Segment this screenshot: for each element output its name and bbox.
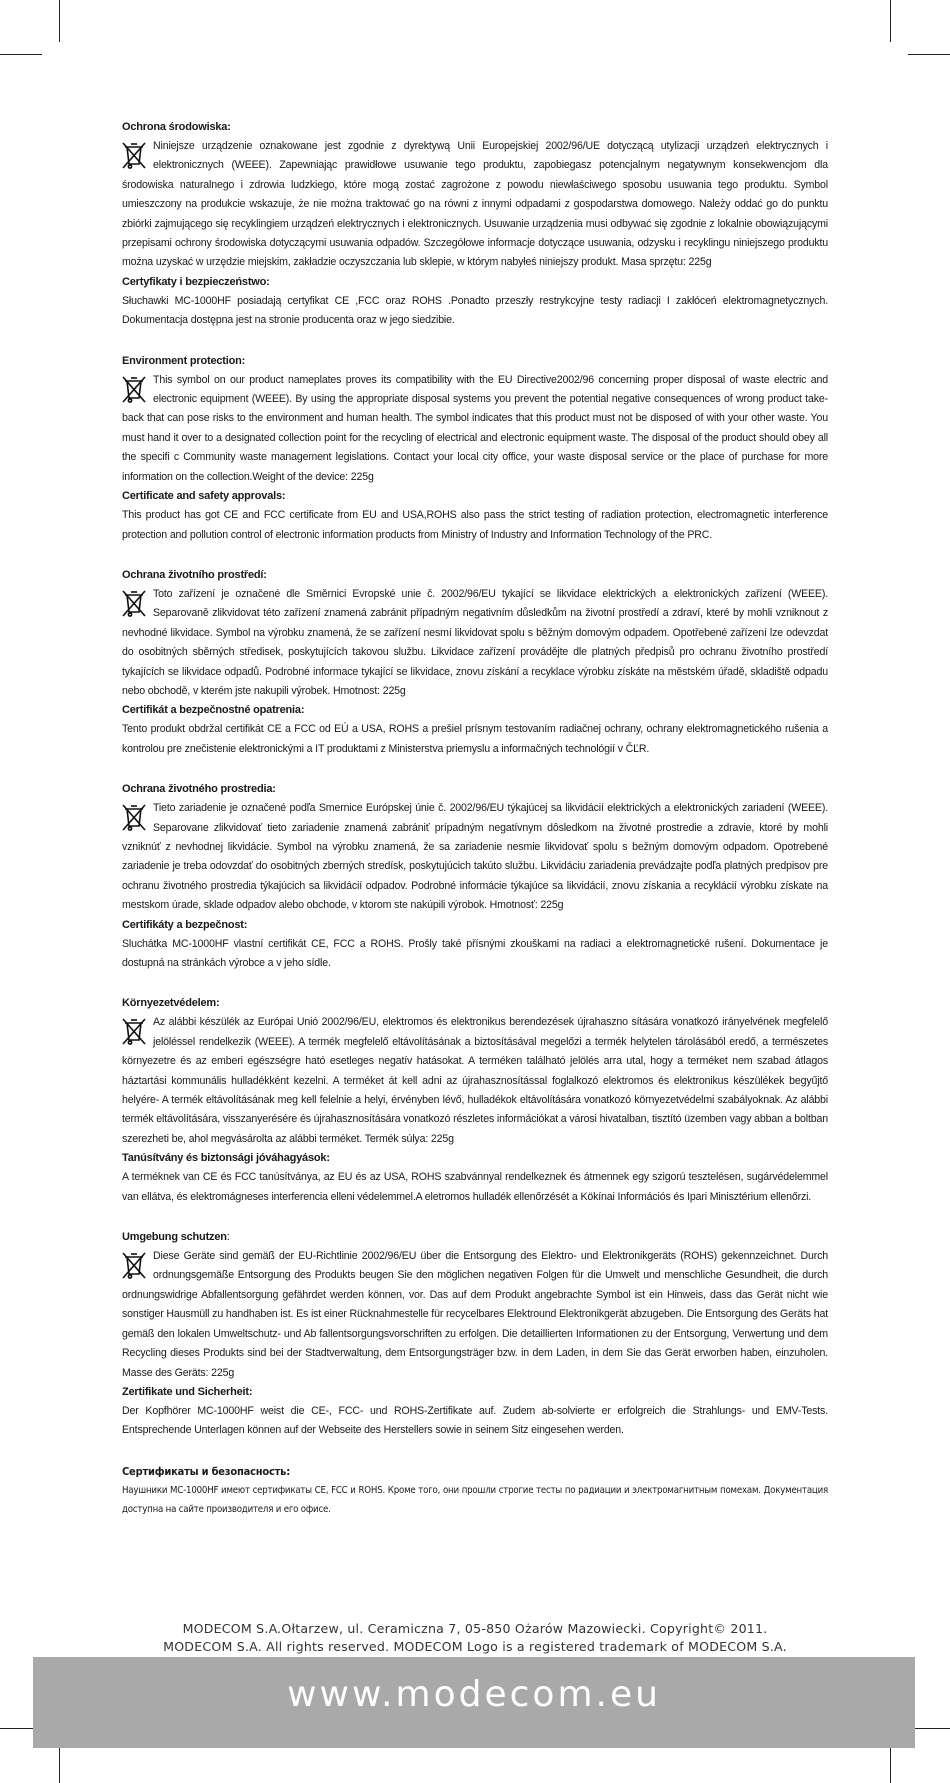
cert-body: Der Kopfhörer MC-1000HF weist die CE-, FCC- und ROHS-Zertifikate auf. Zudem ab-solvierte er erfolgreich die Strahlungs- und EMV-Tests. Entsprechende Unterlagen können auf der Webseite des Herstellers sowie in seinem Sitz eingesehen werden. bbox=[122, 1404, 828, 1437]
footer-band bbox=[33, 1657, 915, 1748]
section-heading-wrap bbox=[122, 1228, 828, 1247]
weee-bin-icon bbox=[122, 1016, 146, 1046]
crop-mark bbox=[908, 54, 950, 55]
section-body: Toto zařízení je označené dle Směrnici Evropské unie č. 2002/96/EU tykající se likvidace elektrických a elektronických zařízení (WEEE). Separovaně zlikvidovat této zařízení znamená zabránit případným negativním důsledkům na životní prostředí a zdraví, které by mohli vzniknout z nevhodné likvidace. Symbol na výrobku znamená, že se zařízení nesmí likvidovat spolu s běžným domovým odpadem. Opotřebené zařízení lze odevzdat do osobitných sběrných středisek, poskytujících takovou službu. Likvidace zařízení provádějte dle platných předpisů pro ochranu životního prostředí tykajících se likvidace odpadů. Podrobné informace tykající se likvidace, znovu získání a recyklace výrobku získáte na městském úřadě, skladiště odpadu nebo obchodě, v kterém jste nakupili výrobek. Hmotnost: 225g bbox=[122, 587, 828, 697]
copyright-line: MODECOM S.A. All rights reserved. MODECOM Logo is a registered trademark of MODECOM S.A. bbox=[163, 1639, 787, 1654]
crop-mark bbox=[890, 0, 891, 42]
copyright-block bbox=[0, 1620, 950, 1656]
cert-body: Słuchawki MC-1000HF posiadają certyfikat CE ,FCC oraz ROHS .Ponadto przeszły restrykcyjne testy radiacji I zakłóceń elektromagnetycznych. Dokumentacja dostępna jest na stronie producenta oraz w jego siedzibie. bbox=[122, 294, 828, 327]
section-body: Az alábbi készülék az Európai Unió 2002/96/EU, elektromos és elektronikus berendezések újrahaszno sítására vonatkozó irányelvének megfelelő jelöléssel rendelkezik (WEEE). A termék megfelelő eltávolításának a biztosításával megelőzi a termék helytelen tárolásából eredő, a természetes környezetre és az emberi egészségre ható esetleges negatív hatásokat. A terméken található jelölés arra utal, hogy a terméket nem szabad átlagos háztartási kommunális hulladékként kezelni. A terméket át kell adni az újrahasznosítással foglalkozó elektromos és elektronikus készülékek begyűjtő helyére- A termék eltávolításának meg kell felelnie a helyi, érvényben lévő, hulladékok eltávolítására vonatkozó környezetvédelmi szabályoknak. Az alábbi termék eltávolítására, visszanyerésére és újrahasznosítására vonatkozó részletes információkat a városi hivatalban, tisztító üzemben vagy abban a boltban szerezheti be, ahol megvásárolta az alábbi terméket. Termék súlya: 225g bbox=[122, 1016, 828, 1145]
section-english bbox=[122, 352, 828, 545]
cert-heading: Certifikát a bezpečnostné opatrenia: bbox=[122, 704, 305, 717]
section-heading: Környezetvédelem: bbox=[122, 997, 220, 1010]
crop-mark bbox=[59, 0, 60, 42]
cert-heading: Certifikáty a bezpečnost: bbox=[122, 918, 248, 931]
cert-body: Наушники MC-1000HF имеют сертификаты CE, FCC и ROHS. Кроме того, они прошли строгие тесты по радиации и электромагнитным помехам. Документация доступна на сайте производителя и его офисе. bbox=[122, 1484, 828, 1516]
cert-body: Tento produkt obdržal certifikát CE a FCC od EÚ a USA, ROHS a prešiel prísnym testovaním radiačnej ochrany, ochrany elektromagnetického rušenia a kontrolou pre znečistenie elektronickými a IT produktami z Ministerstva priemyslu a informačných technológií v ČĽR. bbox=[122, 723, 828, 755]
section-heading: Ochrona środowiska: bbox=[122, 121, 231, 133]
section-paragraph bbox=[122, 585, 828, 701]
weee-bin-icon bbox=[122, 588, 146, 618]
section-paragraph bbox=[122, 1013, 828, 1149]
cert-heading: Certyfikaty i bezpieczeństwo: bbox=[122, 275, 270, 288]
cert-body: This product has got CE and FCC certificate from EU and USA,ROHS also pass the strict testing of radiation protection, electromagnetic interference protection and pollution control of electronic information products from Ministry of Industry and Information Technology of the PRC. bbox=[122, 509, 828, 541]
website-url[interactable]: www.modecom.eu bbox=[287, 1674, 661, 1715]
section-paragraph bbox=[122, 1247, 828, 1383]
section-heading: Umgebung schutzen bbox=[122, 1231, 227, 1244]
document-body bbox=[122, 118, 828, 1540]
section-body: Diese Geräte sind gemäß der EU-Richtlinie 2002/96/EU über die Entsorgung des Elektro- und Elektronikgeräts (ROHS) gekennzeichnet. Durch ordnungsgemäße Entsorgung des Produkts beugen Sie den möglichen negativen Folgen für die Umwelt und menschliche Gesundheit, die durch ordnungswidrige Abfallentsorgung gefährdet werden können, vor. Das auf dem Produkt angebrachte Symbol ist ein Hinweis, dass das Gerät nicht wie sonstiger Hausmüll zu handhaben ist. Es ist einer Rücknahmestelle für recycelbares Elektround Elektronikgerät abzugeben. Die Entsorgung des Geräts hat gemäß den lokalen Umweltschutz- und Ab fallentsorgungsvorschriften zu erfolgen. Die detaillierten Informationen zu der Entsorgung, Verwertung und dem Recycling dieses Produkts sind bei der Stadtverwaltung, dem Entsorgungsträger bzw. in dem Laden, in dem Sie das Gerät erworben haben, einzuholen. Masse des Geräts: 225g bbox=[122, 1250, 828, 1379]
weee-bin-icon bbox=[122, 1250, 146, 1280]
section-paragraph bbox=[122, 799, 828, 915]
cert-heading: Zertifikate und Sicherheit: bbox=[122, 1385, 253, 1398]
section-body: Tieto zariadenie je označené podľa Smernice Európskej únie č. 2002/96/EU týkajúcej sa likvidácií elektrických a elektronických zariadení (WEEE). Separovane zlikvidovať tieto zariadenie znamená zabrániť prípadným negatívnym dôsledkom na životné prostredie a zdravie, ktoré by mohli vzniknúť z nevhodnej likvidácie. Symbol na výrobku znamená, že sa zariadenie nesmie likvidovať spolu s bežným domovým odpadom. Opotrebené zariadenie je treba odovzdať do osobitných zberných stredísk, poskytujúcich takúto službu. Likvidáciu zariadenia prevádzajte podľa platných predpisov pre ochranu životného prostredia týkajúcich sa likvidácií odpadov. Podrobné informácie týkajúce sa likvidácií, znovu získania a recyklácií výrobku získate na mestskom úrade, sklade odpadov alebo obchode, v ktorom ste nakúpili výrobok. Hmotnosť: 225g bbox=[122, 802, 828, 912]
weee-bin-icon bbox=[122, 140, 146, 170]
section-paragraph bbox=[122, 371, 828, 487]
weee-bin-icon bbox=[122, 374, 146, 404]
cert-heading: Сертификаты и безопасность: bbox=[122, 1464, 290, 1478]
section-body: This symbol on our product nameplates proves its compatibility with the EU Directive2002/96 concerning proper disposal of waste electric and electronic equipment (WEEE). By using the appropriate disposal systems you prevent the potential negative consequences of wrong product take-back that can pose risks to the environment and human health. The symbol indicates that this product must not be disposed of with your other waste. You must hand it over to a designated collection point for the recycling of electrical and electronic equipment waste. The disposal of the product should obey all the specifi c Community waste management legislations. Contact your local city office, your waste disposal service or the place of purchase for more information on the collection.Weight of the device: 225g bbox=[122, 373, 828, 483]
heading-colon: : bbox=[226, 1231, 230, 1244]
weee-bin-icon bbox=[122, 802, 146, 832]
cert-body: A terméknek van CE és FCC tanúsítványa, az EU és az USA, ROHS szabvánnyal rendelkeznek és átmennek egy szigorú tesztelésen, sugárvédelemmel van ellátva, és elektromágneses interferencia elleni védelemmel.A eletromos hulladék ellenőrzését a Kökínai Információs és Ipari Minisztérium ellenőrzi. bbox=[122, 1171, 828, 1203]
section-slovak bbox=[122, 780, 828, 973]
cert-heading: Tanúsítvány és biztonsági jóváhagyások: bbox=[122, 1152, 330, 1165]
cert-heading: Certificate and safety approvals: bbox=[122, 490, 286, 503]
section-hungarian bbox=[122, 994, 828, 1207]
section-heading: Ochrana životního prostředí: bbox=[122, 568, 267, 581]
section-german bbox=[122, 1228, 828, 1441]
section-czech bbox=[122, 566, 828, 759]
section-polish bbox=[122, 118, 828, 331]
crop-mark bbox=[0, 54, 42, 55]
cert-body: Sluchátka MC-1000HF vlastní certifikát CE, FCC a ROHS. Prošly také přísnými zkouškami na radiaci a elektromagnetické rušení. Dokumentace je dostupná na stránkách výrobce a v jeho sídle. bbox=[122, 937, 828, 969]
section-heading: Environment protection: bbox=[122, 354, 246, 367]
section-paragraph bbox=[122, 137, 828, 273]
section-heading: Ochrana životného prostredia: bbox=[122, 783, 276, 796]
section-russian bbox=[122, 1462, 828, 1520]
copyright-line: MODECOM S.A.Ołtarzew, ul. Ceramiczna 7, 05-850 Ożarów Mazowiecki. Copyright© 2011. bbox=[182, 1621, 768, 1636]
section-body: Niniejsze urządzenie oznakowane jest zgodnie z dyrektywą Unii Europejskiej 2002/96/UE dotyczącą utylizacji urządzeń elektrycznych i elektronicznych (WEEE). Zapewniając prawidłowe usuwanie tego produktu, zapobiegasz potencjalnym negatywnym konsekwencjom dla środowiska naturalnego i zdrowia ludzkiego, które mogą zostać zagrożone z powodu niewłaściwego sposobu usuwania tego produktu. Symbol umieszczony na produkcie wskazuje, że nie można traktować go na równi z innymi odpadami z gospodarstwa domowego. Należy oddać go do punktu zbiórki zajmującego się recyklingiem urządzeń elektrycznych i elektronicznych. Usuwanie urządzenia musi odbywać się zgodnie z lokalnie obowiązującymi przepisami ochrony środowiska dotyczącymi usuwania odpadów. Szczegółowe informacje dotyczące usuwania, odzysku i recyklingu niniejszego produktu można uzyskać w urzędzie miejskim, zakładzie oczyszczania lub sklepie, w którym nabyłeś niniejszy produkt. Masa sprzętu: 225g bbox=[122, 140, 828, 269]
